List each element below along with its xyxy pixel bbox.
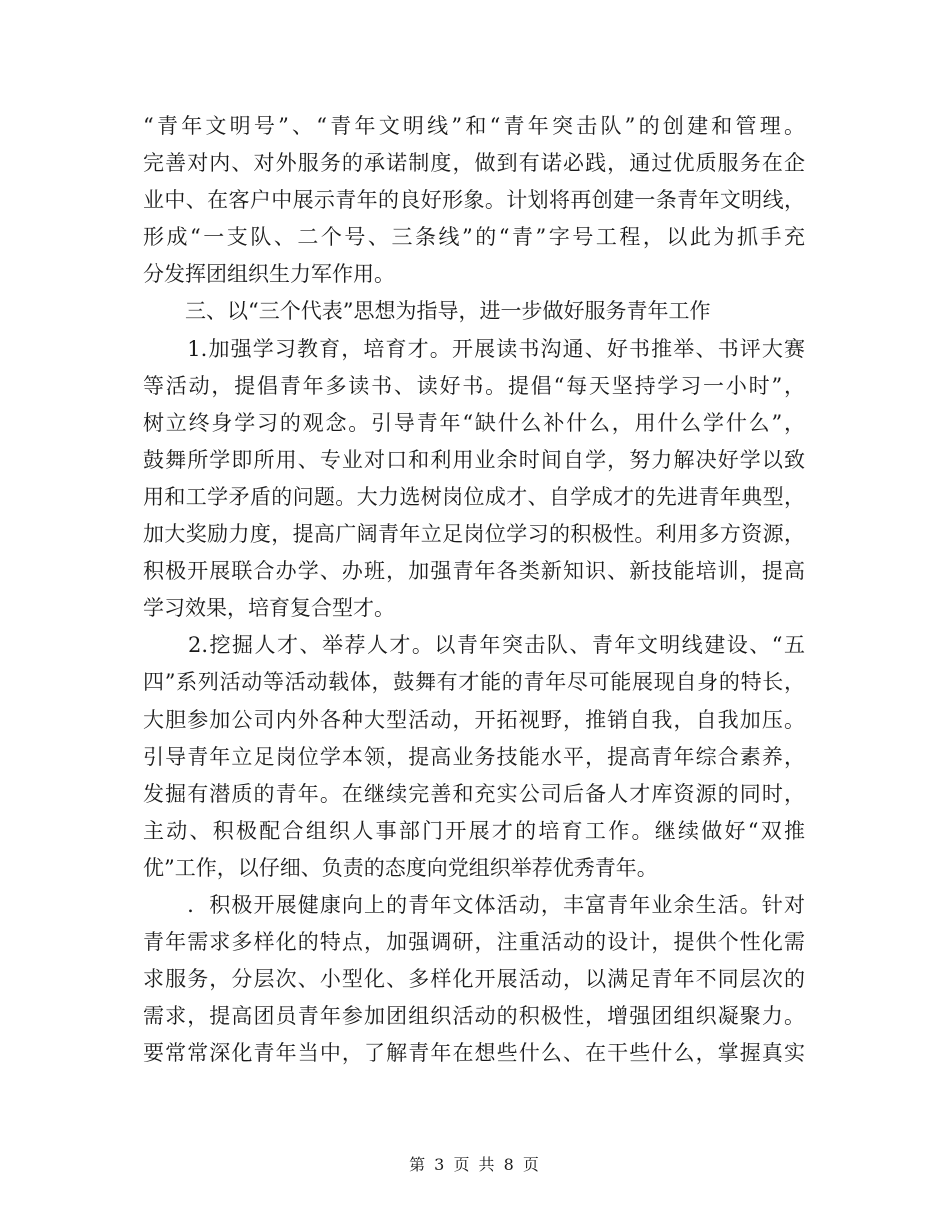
text-line: 等活动，提倡青年多读书、读好书。提倡“每天坚持学习一小时”，: [143, 373, 805, 398]
text-line: ．积极开展健康向上的青年文体活动，丰富青年业余生活。针对: [143, 892, 805, 917]
text-line: 发掘有潜质的青年。在继续完善和充实公司后备人才库资源的同时，: [143, 781, 805, 806]
paragraph-item-1: [143, 331, 805, 628]
text-line: 四”系列活动等活动载体，鼓舞有才能的青年尽可能展现自身的特长，: [143, 670, 805, 695]
text-line: 主动、积极配合组织人事部门开展才的培育工作。继续做好“双推: [143, 818, 805, 843]
text-line: 引导青年立足岗位学本领，提高业务技能水平，提高青年综合素养，: [143, 744, 805, 769]
paragraph-1: [143, 108, 805, 293]
text-line: 积极开展联合办学、办班，加强青年各类新知识、新技能培训，提高: [143, 559, 805, 584]
heading-line: 三、以“三个代表”思想为指导，进一步做好服务青年工作: [143, 299, 711, 324]
paragraph-item-3: [143, 887, 805, 1072]
text-line: 大胆参加公司内外各种大型活动，开拓视野，推销自我，自我加压。: [143, 707, 805, 732]
text-line: 鼓舞所学即所用、专业对口和利用业余时间自学，努力解决好学以致: [143, 447, 805, 472]
section-heading-3: [143, 293, 805, 330]
text-line: 树立终身学习的观念。引导青年“缺什么补什么，用什么学什么”，: [143, 410, 805, 435]
text-line: 青年需求多样化的特点，加强调研，注重活动的设计，提供个性化需: [143, 930, 805, 955]
text-line: 优”工作，以仔细、负责的态度向党组织举荐优秀青年。: [143, 855, 658, 880]
text-line: 完善对内、对外服务的承诺制度，做到有诺必践，通过优质服务在企: [143, 151, 805, 176]
text-line: 加大奖励力度，提高广阔青年立足岗位学习的积极性。利用多方资源，: [143, 522, 805, 547]
text-line: 形成“一支队、二个号、三条线”的“青”字号工程，以此为抓手充: [143, 225, 805, 250]
text-line: 2.挖掘人才、举荐人才。以青年突击队、青年文明线建设、“五: [143, 633, 805, 658]
text-line: 分发挥团组织生力军作用。: [143, 262, 395, 287]
text-line: 要常常深化青年当中，了解青年在想些什么、在干些什么，掌握真实: [143, 1041, 805, 1066]
text-line: 用和工学矛盾的问题。大力选树岗位成才、自学成才的先进青年典型，: [143, 484, 805, 509]
text-line: 业中、在客户中展示青年的良好形象。计划将再创建一条青年文明线，: [143, 188, 805, 213]
text-line: 需求，提高团员青年参加团组织活动的积极性，增强团组织凝聚力。: [143, 1004, 805, 1029]
document-body: [143, 108, 805, 1072]
text-line: 1.加强学习教育，培育才。开展读书沟通、好书推举、书评大赛: [143, 336, 805, 361]
text-line: “青年文明号”、“青年文明线”和“青年突击队”的创建和管理。: [143, 114, 805, 138]
text-line: 学习效果，培育复合型才。: [143, 596, 395, 621]
paragraph-item-2: [143, 627, 805, 887]
page-number-footer: 第 3 页 共 8 页: [409, 1155, 541, 1174]
text-line: 求服务，分层次、小型化、多样化开展活动，以满足青年不同层次的: [143, 967, 805, 992]
